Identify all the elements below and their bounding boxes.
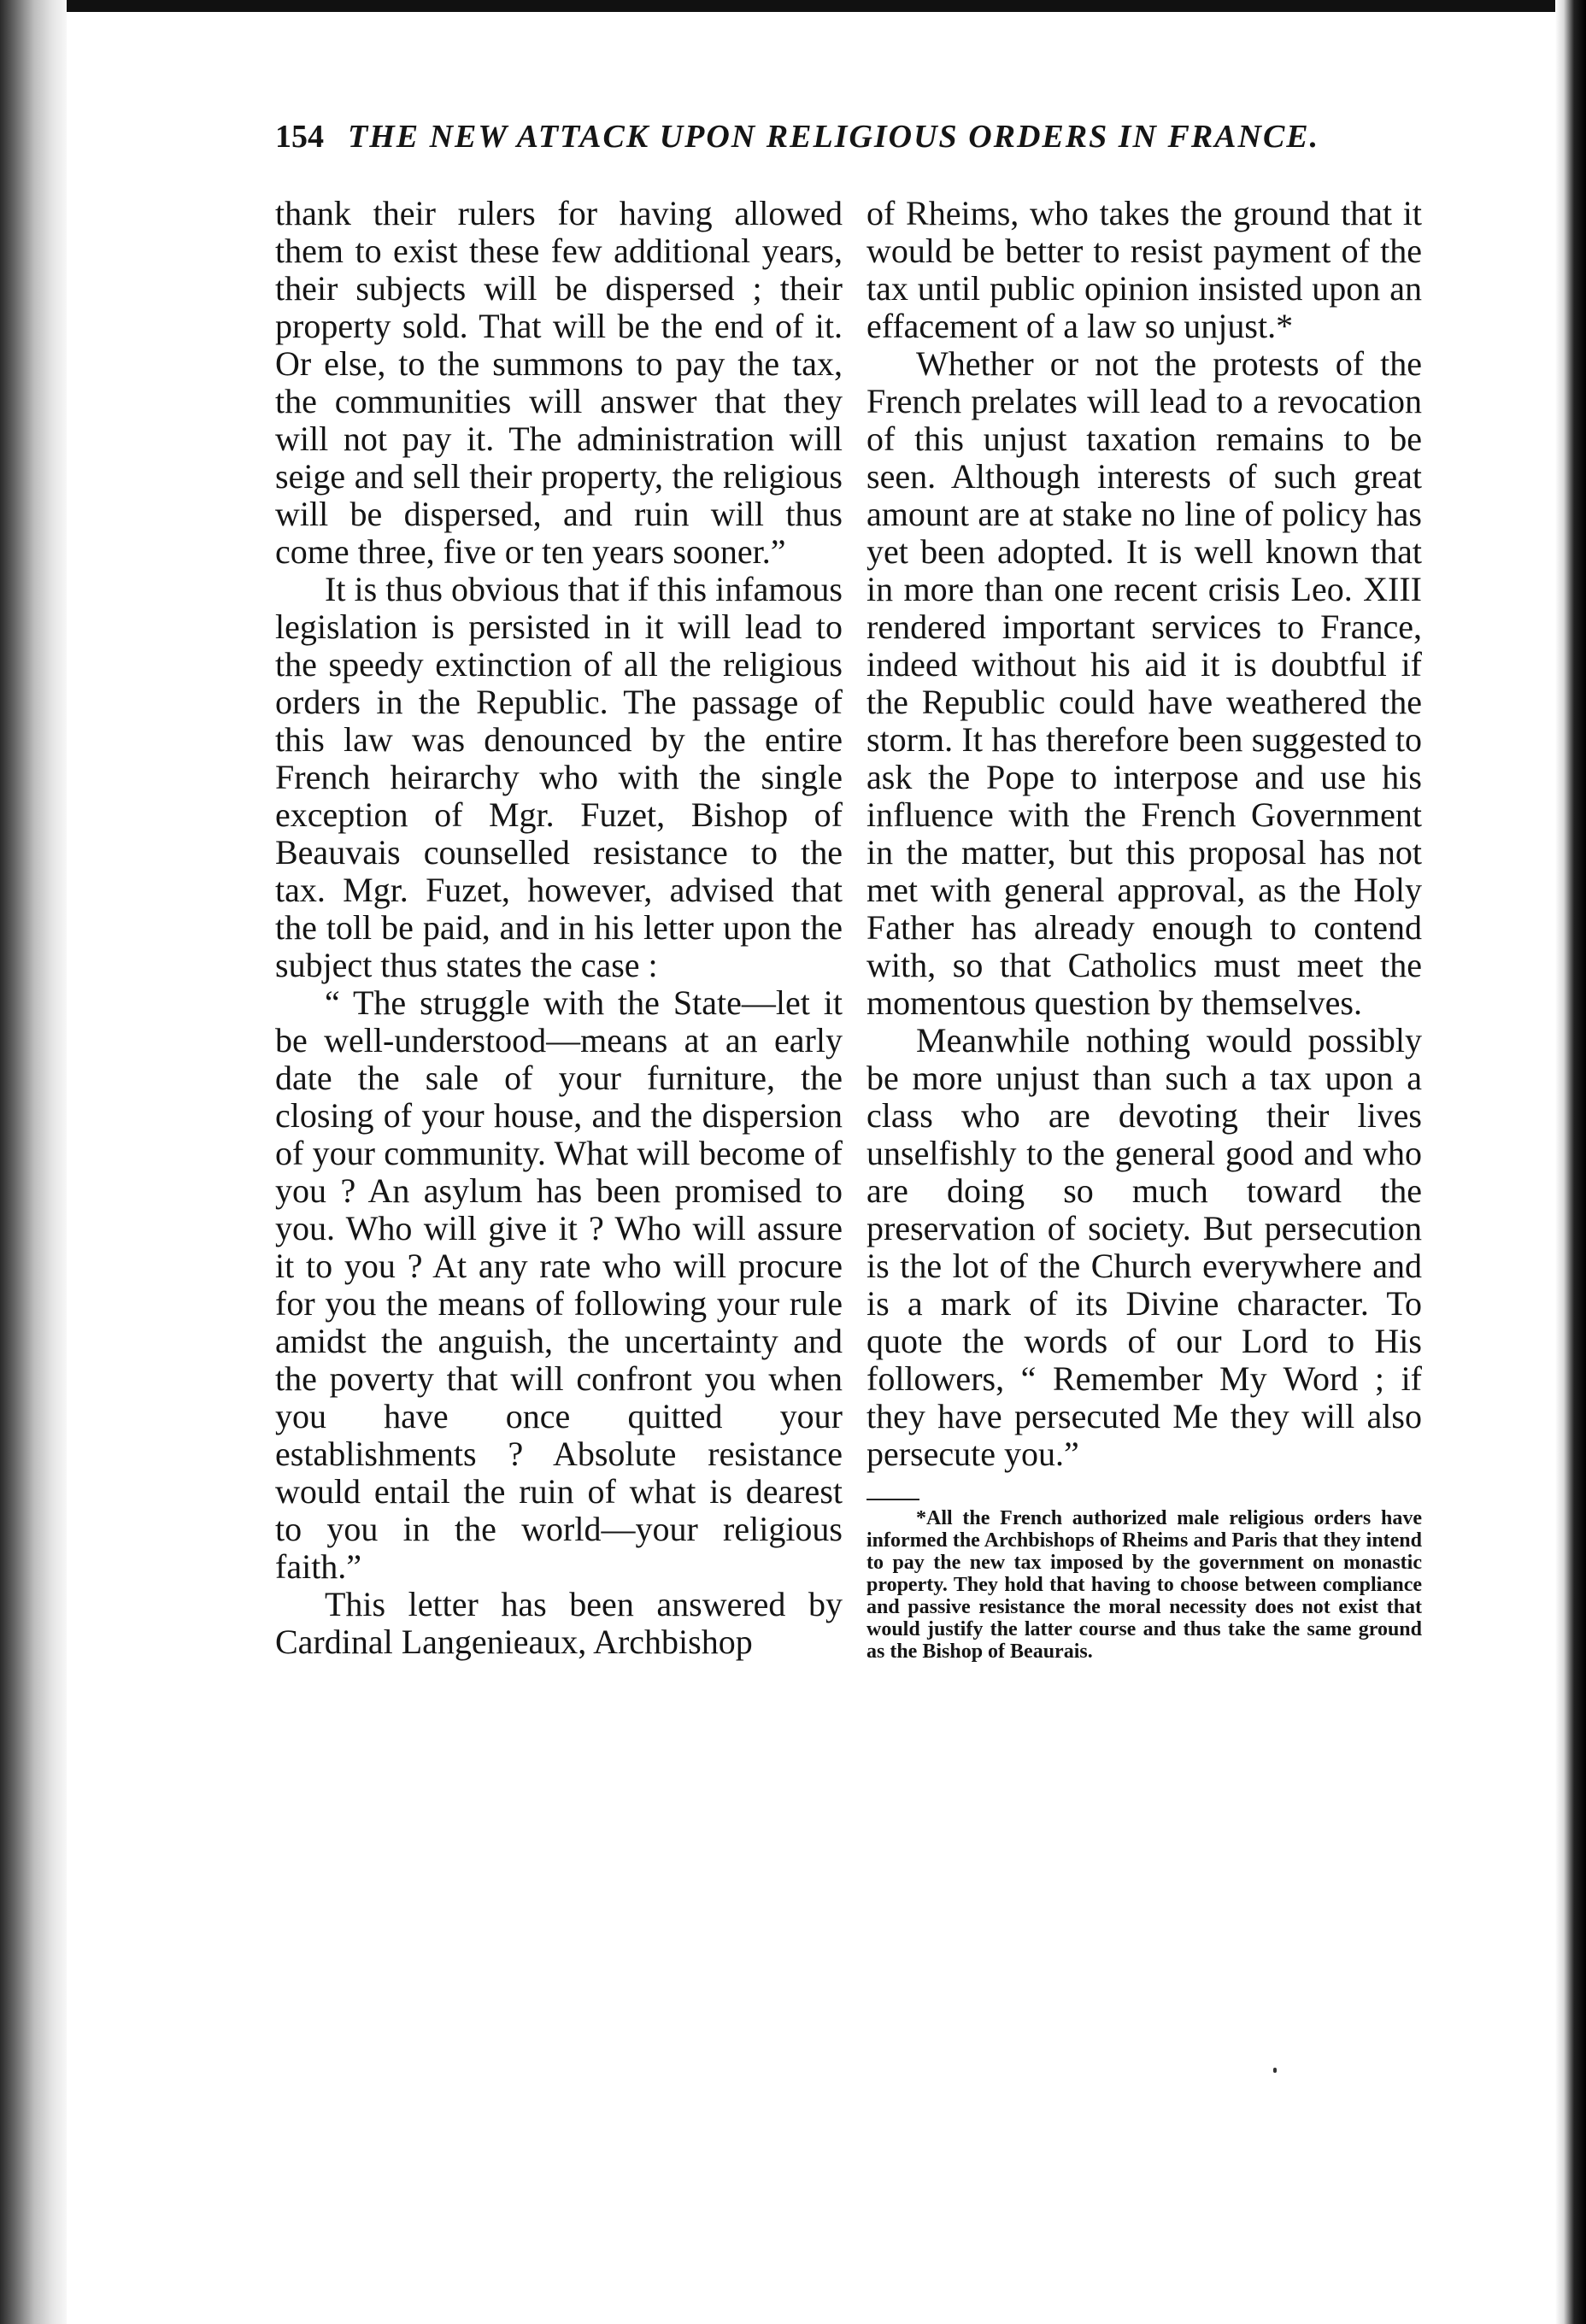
right-paragraph-1: of Rheims, who takes the ground that it would be better to resist payment of the tax until public opinion insisted upon an effacement of a law so unjust.* [866,194,1422,345]
right-column [866,195,1422,1663]
running-title: THE NEW ATTACK UPON RELIGIOUS ORDERS IN FRANCE. [348,119,1320,155]
scan-speck [1273,2068,1277,2073]
scan-right-edge [1555,0,1586,2324]
left-paragraph-1: thank their rulers for having allowed them to exist these few additional years, their subjects will be dispersed ; their property sold. That will be the end of it. Or else, to the summons to pay the tax, the communities will answer that they will not pay it. The administration will seige and sell their property, the religious will be dispersed, and ruin will thus come three, five or ten years sooner.” [275,194,843,571]
left-paragraph-4: This letter has been answered by Cardinal Langenieaux, Archbishop [275,1585,843,1661]
running-header [275,118,1429,169]
footnote-divider [866,1499,919,1500]
left-column [275,195,843,1661]
left-paragraph-2: It is thus obvious that if this infamous legislation is persisted in it will lead to the speedy extinction of all the religious orders in the Republic. The passage of this law was denounced by the entire French heirarchy who with the single exception of Mgr. Fuzet, Bishop of Beauvais counselled resistance to the tax. Mgr. Fuzet, however, advised that the toll be paid, and in his letter upon the subject thus states the case : [275,570,843,984]
scan-binding-shadow [0,0,67,2324]
page-number: 154 [275,119,324,155]
footnote: *All the French authorized male religious orders have informed the Archbishops of Rheims and Paris that they intend to pay the new tax imposed by the government on monastic property. They hold that having to choose between compliance and passive resistance the moral necessity does not exist that would justify the latter course and thus take the same ground as the Bishop of Beaurais. [866,1507,1422,1663]
right-paragraph-2: Whether or not the protests of the French prelates will lead to a revocation of this unjust taxation remains to be seen. Although interests of such great amount are at stake no line of policy has yet been adopted. It is well known that in more than one recent crisis Leo. XIII rendered important services to France, indeed without his aid it is doubtful if the Republic could have weathered the storm. It has therefore been suggested to ask the Pope to interpose and use his influence with the French Government in the matter, but this proposal has not met with general approval, as the Holy Father has already enough to contend with, so that Catholics must meet the momentous question by themselves. [866,344,1422,1022]
right-paragraph-3: Meanwhile nothing would possibly be more unjust than such a tax upon a class who are devoting their lives unselfishly to the general good and who are doing so much toward the preservation of society. But persecution is the lot of the Church everywhere and is a mark of its Divine character. To quote the words of our Lord to His followers, “ Remember My Word ; if they have persecuted Me they will also persecute you.” [866,1021,1422,1473]
left-paragraph-3-quote: “ The struggle with the State—let it be well-understood—means at an early date the sale of your furniture, the closing of your house, and the dispersion of your community. What will become of you ? An asylum has been promised to you. Who will give it ? Who will assure it to you ? At any rate who will procure for you the means of following your rule amidst the anguish, the uncertainty and the poverty that will confront you when you have once quitted your establishments ? Absolute resistance would entail the ruin of what is dearest to you in the world—your religious faith.” [275,983,843,1586]
scan-top-edge [0,0,1586,12]
